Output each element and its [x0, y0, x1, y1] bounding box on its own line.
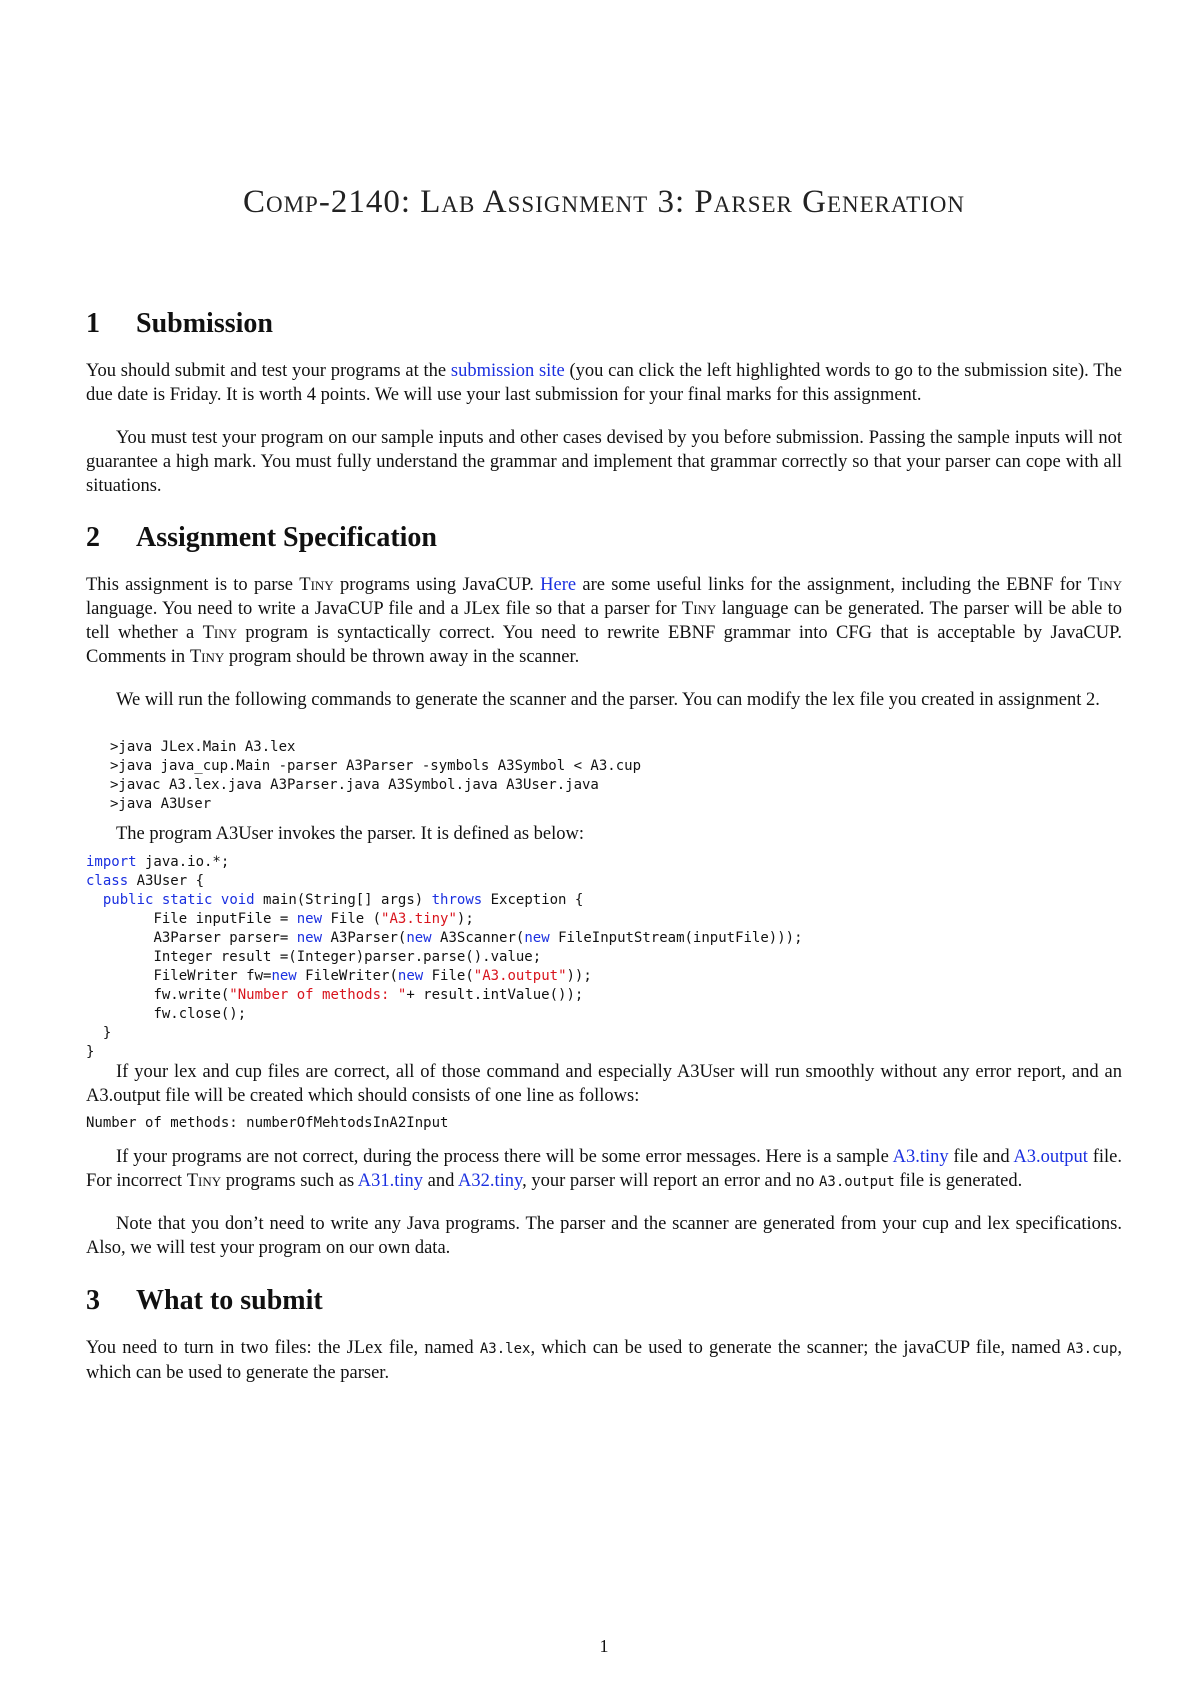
text: language. You need to write a JavaCUP file and a JLex file so that a parser for — [86, 599, 682, 619]
section-number: 1 — [86, 308, 100, 339]
text: (you can click the left highlighted words to go to the submission site). The due date is Friday. It is worth 4 points. We will use your last submission for your final marks for this assignment. — [86, 361, 1122, 405]
code-keyword: public — [102, 892, 154, 908]
text: programs such as — [221, 1171, 358, 1191]
code-string: "A3.tiny" — [381, 911, 457, 927]
tiny-name: Tiny — [189, 647, 225, 667]
a3-tiny-link[interactable]: A3.tiny — [892, 1147, 949, 1167]
text: This assignment is to parse — [86, 575, 300, 595]
code-text: FileWriter fw= — [153, 968, 272, 984]
text: , your parser will report an error and no — [522, 1171, 819, 1191]
command-line: >java java_cup.Main -parser A3Parser -symbols A3Symbol < A3.cup — [110, 758, 642, 774]
paragraph: If your lex and cup files are correct, all of those command and especially A3User will run smoothly without any error report, and an A3.output file will be created which should consists of one line as follows: — [86, 1062, 1122, 1106]
code-keyword: static — [161, 892, 213, 908]
section-heading-specification — [86, 522, 437, 554]
text: If your programs are not correct, during the process there will be some error messages. Here is a sample — [116, 1147, 893, 1167]
command-line: >java JLex.Main A3.lex — [110, 739, 296, 755]
code-text: java.io.*; — [136, 854, 230, 870]
text: You need to turn in two files: the JLex file, named — [86, 1338, 480, 1358]
code-keyword: new — [271, 968, 297, 984]
section-title: What to submit — [136, 1285, 323, 1316]
text: , which can be used to generate the parser. — [86, 1338, 1122, 1383]
tiny-name: Tiny — [202, 623, 237, 643]
code-text: FileWriter( — [296, 968, 398, 984]
text: program is syntactically correct. You need to rewrite EBNF grammar into CFG that is acceptable by JavaCUP. Comments in — [86, 623, 1122, 667]
section-number: 3 — [86, 1285, 100, 1316]
code-text: } — [86, 1044, 95, 1060]
here-link[interactable]: Here — [540, 575, 577, 595]
code-keyword: import — [86, 854, 137, 870]
a3-output-link[interactable]: A3.output — [1013, 1147, 1088, 1167]
code-listing — [86, 853, 803, 1062]
tiny-name: Tiny — [681, 599, 717, 619]
text: language can be generated. The parser will be able to tell whether a — [86, 599, 1122, 643]
code-inline: A3.lex — [479, 1341, 531, 1357]
code-text: + result.intValue()); — [406, 987, 584, 1003]
submission-site-link[interactable]: submission site — [450, 361, 565, 381]
section-heading-submission — [86, 308, 273, 340]
code-text: fw.close(); — [153, 1006, 247, 1022]
code-text: A3Scanner( — [431, 930, 525, 946]
text: program should be thrown away in the scanner. — [224, 647, 580, 667]
code-text: fw.write( — [153, 987, 230, 1003]
section-number: 2 — [86, 522, 100, 553]
text: You should submit and test your programs at the — [86, 361, 451, 381]
code-text: File ( — [322, 911, 382, 927]
paragraph: You must test your program on our sample inputs and other cases devised by you before submission. Passing the sample inputs will not guarantee a high mark. You must fully understand the grammar and implement that grammar correctly so that your parser can cope with all situations. — [86, 428, 1122, 496]
command-list — [110, 738, 641, 814]
code-text: )); — [566, 968, 592, 984]
code-text: Exception { — [482, 892, 584, 908]
command-line: >javac A3.lex.java A3Parser.java A3Symbol.java A3User.java — [110, 777, 599, 793]
section-heading-what-to-submit — [86, 1285, 323, 1317]
code-keyword: new — [296, 911, 323, 927]
command-line: >java A3User — [110, 796, 212, 812]
code-keyword: void — [220, 892, 255, 908]
a31-tiny-link[interactable]: A31.tiny — [357, 1171, 424, 1191]
document-title: Comp-2140: Lab Assignment 3: Parser Generation — [242, 184, 966, 220]
code-text: A3User { — [128, 873, 205, 889]
code-inline: A3.cup — [1066, 1341, 1118, 1357]
code-text: A3Parser parser= — [153, 930, 297, 946]
a32-tiny-link[interactable]: A32.tiny — [458, 1171, 523, 1191]
paragraph — [86, 1336, 1122, 1385]
tiny-name: Tiny — [186, 1171, 222, 1191]
text: file is generated. — [894, 1171, 1023, 1191]
section-title: Submission — [136, 308, 273, 339]
code-text: File inputFile = — [153, 911, 297, 927]
paragraph: We will run the following commands to generate the scanner and the parser. You can modify the lex file you created in assignment 2. — [116, 690, 1100, 710]
code-keyword: new — [397, 968, 424, 984]
tiny-name: Tiny — [299, 575, 334, 595]
text: file and — [948, 1147, 1014, 1167]
text: and — [423, 1171, 458, 1191]
page-number: 1 — [599, 1636, 609, 1656]
code-text: FileInputStream(inputFile))); — [549, 930, 803, 946]
text: file. For incorrect — [86, 1147, 1122, 1191]
paragraph: The program A3User invokes the parser. It is defined as below: — [116, 824, 585, 844]
tiny-name: Tiny — [1087, 575, 1122, 595]
text: , which can be used to generate the scanner; the javaCUP file, named — [530, 1338, 1067, 1358]
code-keyword: class — [86, 873, 129, 889]
code-text: ); — [456, 911, 474, 927]
paragraph — [86, 359, 1122, 407]
paragraph: Note that you don’t need to write any Java programs. The parser and the scanner are generated from your cup and lex specifications. Also, we will test your program on our own data. — [86, 1214, 1122, 1258]
code-inline: A3.output — [819, 1174, 895, 1190]
code-text: File( — [423, 968, 474, 984]
code-text: Integer result =(Integer)parser.parse().value; — [153, 949, 542, 965]
paragraph — [86, 1145, 1122, 1194]
code-keyword: throws — [431, 892, 483, 908]
text: are some useful links for the assignment, including the EBNF for — [576, 575, 1088, 595]
code-keyword: new — [524, 930, 550, 946]
code-keyword: new — [406, 930, 432, 946]
output-line: Number of methods: numberOfMehtodsInA2Input — [86, 1115, 449, 1131]
code-text: main(String[] args) — [254, 892, 432, 908]
section-title: Assignment Specification — [136, 522, 437, 553]
code-text: } — [102, 1025, 112, 1041]
code-text: A3Parser( — [322, 930, 407, 946]
code-string: "A3.output" — [473, 968, 567, 984]
text: programs using JavaCUP. — [333, 575, 541, 595]
code-string: "Number of methods: " — [229, 987, 407, 1003]
code-keyword: new — [296, 930, 323, 946]
paragraph — [86, 573, 1122, 669]
